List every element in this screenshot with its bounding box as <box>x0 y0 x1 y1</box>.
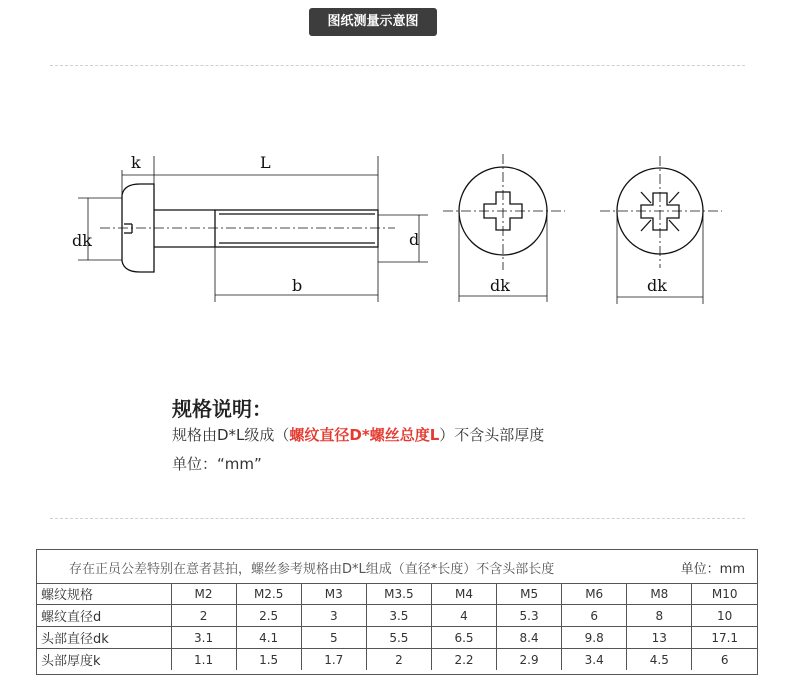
label-d: d <box>409 230 420 249</box>
table-cell: 1.5 <box>236 649 301 671</box>
label-dk-front2: dk <box>647 276 667 295</box>
row-header-cell: 头部厚度k <box>37 649 171 671</box>
table-cell: 5.5 <box>366 627 431 649</box>
table-cell: 1.1 <box>171 649 236 671</box>
table-cell: 5 <box>301 627 366 649</box>
label-dk: dk <box>72 231 92 250</box>
table-cell: 4.1 <box>236 627 301 649</box>
row-header-cell: 螺纹规格 <box>37 583 171 605</box>
table-cell: M2.5 <box>236 583 301 605</box>
table-cell: 9.8 <box>562 627 627 649</box>
table-cell: 13 <box>627 627 692 649</box>
table-cell: M6 <box>562 583 627 605</box>
row-header-cell: 螺纹直径d <box>37 605 171 627</box>
spec-table <box>36 549 758 675</box>
table-cell: 10 <box>692 605 757 627</box>
table-row <box>37 649 757 671</box>
label-dk-front1: dk <box>490 276 510 295</box>
table-cell: 3.1 <box>171 627 236 649</box>
table-cell: 4.5 <box>627 649 692 671</box>
table-cell: 3.4 <box>562 649 627 671</box>
spec-heading: 规格说明： <box>172 397 272 421</box>
table-cell: M2 <box>171 583 236 605</box>
divider <box>50 65 745 66</box>
table-cell: 2 <box>171 605 236 627</box>
table-cell: 17.1 <box>692 627 757 649</box>
table-note: 存在正员公差特别在意者甚拍，螺丝参考规格由D*L组成（直径*长度）不含头部长度 <box>69 562 555 577</box>
table-cell: M5 <box>497 583 562 605</box>
label-k: k <box>131 153 141 172</box>
table-row <box>37 627 757 649</box>
table-cell: 6 <box>692 649 757 671</box>
table-cell: M4 <box>431 583 496 605</box>
label-L: L <box>260 153 271 172</box>
table-cell: 2.9 <box>497 649 562 671</box>
row-header-cell: 头部直径dk <box>37 627 171 649</box>
table-cell: 2.5 <box>236 605 301 627</box>
table-cell: M3.5 <box>366 583 431 605</box>
table-cell: 8.4 <box>497 627 562 649</box>
table-cell: 3.5 <box>366 605 431 627</box>
screw-diagram <box>0 140 790 320</box>
table-cell: M10 <box>692 583 757 605</box>
table-cell: M3 <box>301 583 366 605</box>
spec-description <box>172 424 544 445</box>
table-cell: 1.7 <box>301 649 366 671</box>
table-cell: 2 <box>366 649 431 671</box>
spec-table-grid <box>37 583 757 670</box>
table-cell: 6.5 <box>431 627 496 649</box>
table-cell: 2.2 <box>431 649 496 671</box>
spec-prefix: 规格由D*L级成（ <box>172 426 290 444</box>
table-row <box>37 583 757 605</box>
table-note-row <box>37 550 757 584</box>
spec-highlight: 螺纹直径D*螺丝总度L <box>289 426 440 444</box>
divider <box>50 518 745 519</box>
table-cell: 6 <box>562 605 627 627</box>
table-cell: 4 <box>431 605 496 627</box>
table-cell: 8 <box>627 605 692 627</box>
table-cell: 3 <box>301 605 366 627</box>
table-row <box>37 605 757 627</box>
label-b: b <box>292 276 303 295</box>
table-cell: M8 <box>627 583 692 605</box>
unit-text: 单位：“mm” <box>172 455 262 473</box>
page-title: 图纸测量示意图 <box>309 8 437 36</box>
table-cell: 5.3 <box>497 605 562 627</box>
table-unit: 单位：mm <box>680 562 745 577</box>
spec-suffix: ）不含头部厚度 <box>439 426 545 444</box>
